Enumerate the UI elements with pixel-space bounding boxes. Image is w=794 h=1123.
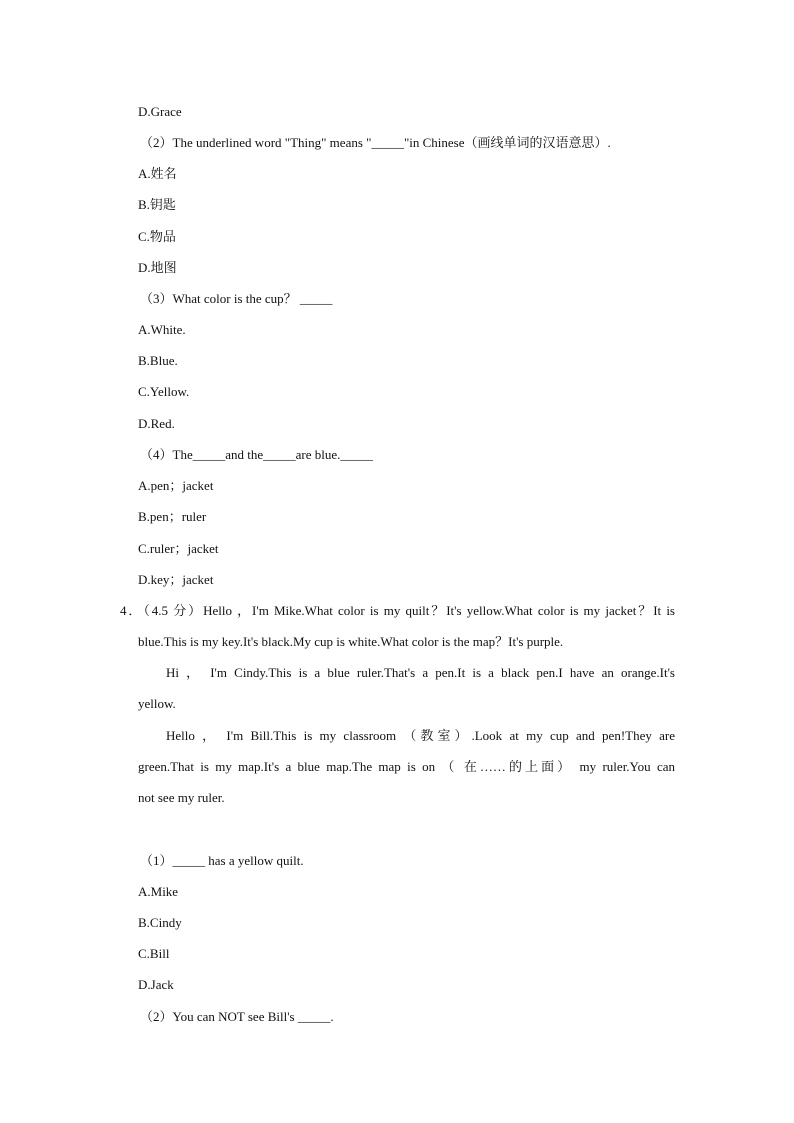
- passage-line: Hi ， I'm Cindy.This is a blue ruler.That's a pen.It is a black pen.I have an orange.It's: [166, 665, 675, 680]
- sub-question-1: （1）_____ has a yellow quilt.: [140, 853, 304, 868]
- answer-option: A.pen；jacket: [138, 478, 214, 493]
- passage-line: green.That is my map.It's a blue map.The map is on （ 在……的上面） my ruler.You can: [138, 759, 675, 774]
- answer-option: B.Blue.: [138, 353, 178, 368]
- passage-line: Hello ，I'm Mike.What color is my quilt？It's yellow.What color is my jacket？It is: [203, 603, 675, 618]
- answer-option: C.Bill: [138, 946, 170, 961]
- answer-option: B.钥匙: [138, 197, 176, 212]
- answer-option: D.地图: [138, 260, 177, 275]
- answer-option: A.Mike: [138, 884, 179, 899]
- answer-option: D.Grace: [138, 104, 182, 119]
- sub-question-2: （2）You can NOT see Bill's _____.: [140, 1009, 334, 1024]
- answer-option: C.物品: [138, 229, 176, 244]
- passage-line: Hello ， I'm Bill.This is my classroom （教室）.Look at my cup and pen!They are: [166, 728, 675, 743]
- answer-option: D.Red.: [138, 416, 175, 431]
- sub-question-2: （2）The underlined word "Thing" means "_____"in Chinese（画线单词的汉语意思）.: [140, 135, 611, 150]
- passage-line: not see my ruler.: [138, 790, 225, 805]
- answer-option: B.pen；ruler: [138, 509, 207, 524]
- answer-option: A.姓名: [138, 166, 177, 181]
- answer-option: D.key；jacket: [138, 572, 214, 587]
- answer-option: C.Yellow.: [138, 384, 190, 399]
- answer-option: D.Jack: [138, 977, 174, 992]
- question-4-header: [120, 603, 675, 619]
- sub-question-3: （3）What color is the cup？ _____: [140, 291, 333, 306]
- question-number: 4．: [120, 603, 144, 618]
- answer-option: A.White.: [138, 322, 186, 337]
- passage-line: yellow.: [138, 696, 176, 711]
- answer-option: B.Cindy: [138, 915, 182, 930]
- question-score: （4.5 分）: [143, 603, 204, 618]
- passage-line: blue.This is my key.It's black.My cup is white.What color is the map？It's purple.: [138, 634, 564, 649]
- answer-option: C.ruler；jacket: [138, 541, 219, 556]
- sub-question-4: （4）The_____and the_____are blue._____: [140, 447, 373, 462]
